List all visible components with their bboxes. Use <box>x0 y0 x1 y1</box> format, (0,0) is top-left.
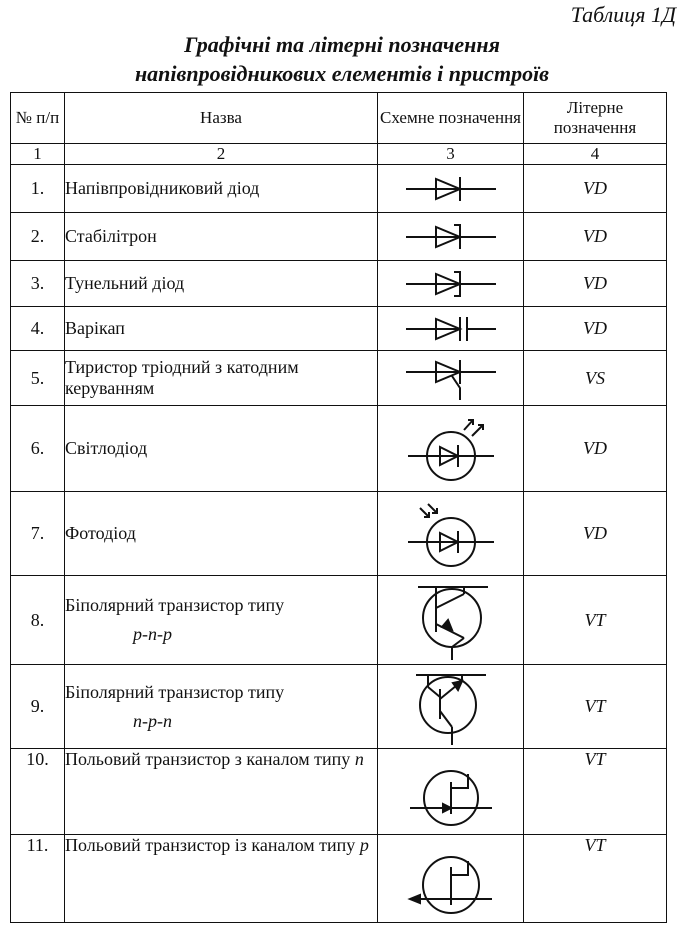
row-letter: VT <box>524 749 667 835</box>
column-numbers-row <box>11 144 667 165</box>
header-name: Назва <box>65 93 378 144</box>
row-number: 10. <box>11 749 65 835</box>
row-name: Біполярний транзистор типу <box>65 595 285 615</box>
row-number: 4. <box>11 307 65 351</box>
row-number: 9. <box>11 665 65 749</box>
table-title <box>0 30 684 88</box>
column-number: 1 <box>11 144 65 165</box>
column-number: 3 <box>378 144 524 165</box>
row-number: 1. <box>11 165 65 213</box>
row-letter: VT <box>524 665 667 749</box>
row-name: Варікап <box>65 307 378 351</box>
row-name: Польовий транзистор з каналом типу <box>65 749 351 769</box>
header-symbol: Схемне позначення <box>378 93 524 144</box>
row-name-type: n-p-n <box>133 710 172 731</box>
row-number: 8. <box>11 576 65 665</box>
led-icon <box>396 410 506 488</box>
row-name: Тунельний діод <box>65 261 378 307</box>
header-row <box>11 93 667 144</box>
fet-p-channel-icon <box>396 839 506 919</box>
table-row <box>11 665 667 749</box>
row-number: 2. <box>11 213 65 261</box>
row-number: 11. <box>11 835 65 923</box>
varicap-icon <box>396 309 506 349</box>
table-label: Таблиця 1Д <box>570 2 676 27</box>
row-name: Фотодіод <box>65 492 378 576</box>
row-letter: VD <box>524 213 667 261</box>
row-name-type: p <box>359 835 369 855</box>
table-row <box>11 749 667 835</box>
row-letter: VD <box>524 307 667 351</box>
row-number: 6. <box>11 406 65 492</box>
row-number: 3. <box>11 261 65 307</box>
row-letter: VD <box>524 492 667 576</box>
row-name: Напівпровідниковий діод <box>65 165 378 213</box>
table-row <box>11 307 667 351</box>
table-row <box>11 835 667 923</box>
table-row <box>11 165 667 213</box>
header-letter: Літерне позначення <box>524 93 667 144</box>
row-name: Стабілітрон <box>65 213 378 261</box>
row-letter: VD <box>524 406 667 492</box>
symbols-table <box>10 92 667 923</box>
row-name: Тиристор тріодний з катодним керуванням <box>65 351 378 406</box>
row-name: Біполярний транзистор типу <box>65 681 285 702</box>
table-row <box>11 492 667 576</box>
table-row <box>11 406 667 492</box>
table-row <box>11 261 667 307</box>
row-number: 7. <box>11 492 65 576</box>
row-name-type: n <box>354 749 364 769</box>
fet-n-channel-icon <box>396 754 506 830</box>
title-line-1: Графічні та літерні позначення <box>184 32 500 57</box>
header-num: № п/п <box>11 93 65 144</box>
table-row <box>11 576 667 665</box>
pnp-transistor-icon <box>396 578 506 662</box>
tunnel-diode-icon <box>396 264 506 304</box>
npn-transistor-icon <box>396 667 506 747</box>
column-number: 4 <box>524 144 667 165</box>
title-line-2: напівпровідникових елементів і пристроїв <box>134 61 550 86</box>
row-name: Світлодіод <box>65 406 378 492</box>
row-letter: VS <box>524 351 667 406</box>
row-number: 5. <box>11 351 65 406</box>
row-letter: VT <box>524 835 667 923</box>
row-letter: VD <box>524 165 667 213</box>
table-row <box>11 351 667 406</box>
row-name: Польовий транзистор із каналом типу <box>65 835 356 855</box>
table-row <box>11 213 667 261</box>
photodiode-icon <box>396 496 506 572</box>
row-name-full <box>65 749 378 835</box>
zener-diode-icon <box>396 217 506 257</box>
row-letter: VD <box>524 261 667 307</box>
row-letter: VT <box>524 576 667 665</box>
diode-icon <box>396 169 506 209</box>
row-name-type: p-n-p <box>133 624 172 644</box>
thyristor-icon <box>396 354 506 402</box>
column-number: 2 <box>65 144 378 165</box>
